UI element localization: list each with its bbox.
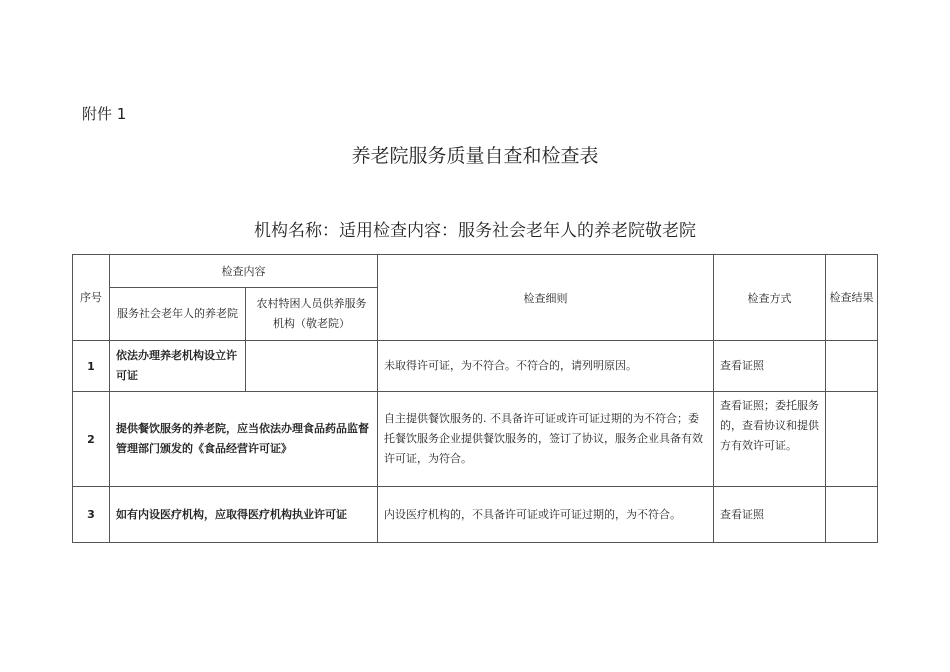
header-content-social: 服务社会老年人的养老院 [110, 288, 246, 341]
row-seq: 2 [73, 392, 110, 487]
institution-subtitle: 机构名称：适用检查内容：服务社会老年人的养老院敬老院 [254, 221, 696, 241]
row-result [826, 487, 878, 543]
table-row [73, 392, 878, 487]
row-detail: 内设医疗机构的，不具备许可证或许可证过期的，为不符合。 [378, 487, 714, 543]
row-method: 查看证照；委托服务的，查看协议和提供方有效许可证。 [714, 392, 826, 487]
row-seq: 3 [73, 487, 110, 543]
row-result [826, 341, 878, 392]
row-content-rural [246, 341, 378, 392]
header-seq: 序号 [73, 255, 110, 341]
row-method: 查看证照 [714, 487, 826, 543]
row-result [826, 392, 878, 487]
row-content-merged: 如有内设医疗机构，应取得医疗机构执业许可证 [110, 487, 378, 543]
row-content-social: 依法办理养老机构设立许可证 [110, 341, 246, 392]
row-detail: 未取得许可证，为不符合。不符合的，请列明原因。 [378, 341, 714, 392]
row-seq: 1 [73, 341, 110, 392]
row-method: 查看证照 [714, 341, 826, 392]
row-content-merged: 提供餐饮服务的养老院，应当依法办理食品药品监督管理部门颁发的《食品经营许可证》 [110, 392, 378, 487]
table-row [73, 341, 878, 392]
header-result: 检查结果 [826, 255, 878, 341]
header-content: 检查内容 [110, 255, 378, 288]
table-row [73, 487, 878, 543]
inspection-table [72, 254, 878, 543]
page-title: 养老院服务质量自查和检查表 [351, 145, 599, 167]
header-method: 检查方式 [714, 255, 826, 341]
row-detail: 自主提供餐饮服务的. 不具备许可证或许可证过期的为不符合；委托餐饮服务企业提供餐饮服务的，签订了协议，服务企业具备有效许可证，为符合。 [378, 392, 714, 487]
header-detail: 检查细则 [378, 255, 714, 341]
attachment-label: 附件 1 [82, 105, 127, 123]
header-content-rural: 农村特困人员供养服务机构（敬老院） [246, 288, 378, 341]
